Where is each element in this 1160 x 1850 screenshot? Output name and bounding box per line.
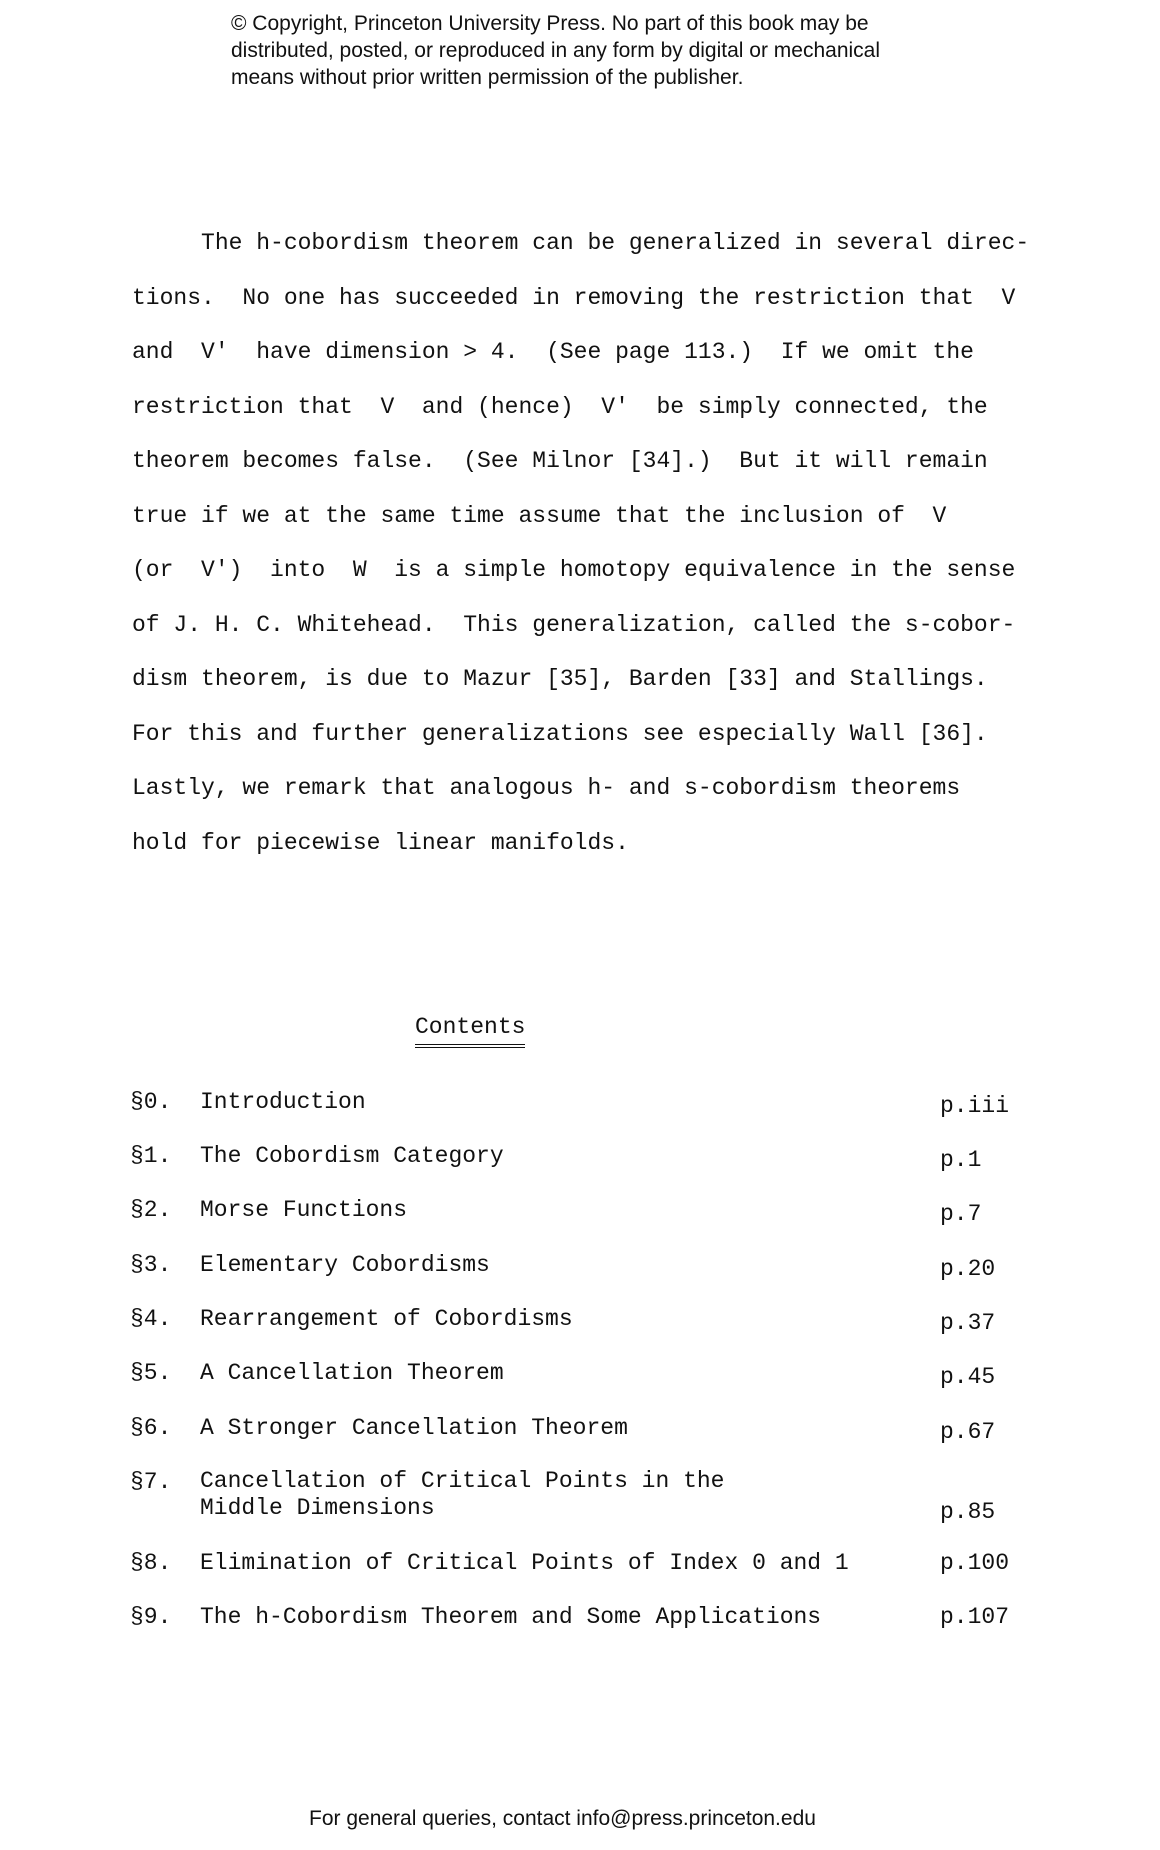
copyright-notice — [231, 10, 991, 91]
footer-contact: For general queries, contact info@press.princeton.edu — [309, 1807, 816, 1830]
toc-section-number: §1. — [130, 1143, 172, 1169]
toc-page-number: p.85 — [940, 1499, 996, 1525]
toc-section-title: Introduction — [200, 1089, 366, 1115]
toc-section-title: The Cobordism Category — [200, 1143, 504, 1169]
toc-section-number: §4. — [130, 1306, 172, 1332]
toc-section-title: Elementary Cobordisms — [200, 1252, 490, 1278]
paragraph-line: of J. H. C. Whitehead. This generalization, called the s-cobor- — [132, 611, 1016, 638]
toc-section-number: §6. — [130, 1415, 172, 1441]
contents-heading: Contents — [415, 1012, 525, 1048]
copyright-line: © Copyright, Princeton University Press. No part of this book may be — [231, 12, 869, 35]
paragraph-line: restriction that V and (hence) V' be simply connected, the — [132, 393, 988, 420]
toc-section-number: §7. — [130, 1469, 172, 1495]
paragraph-line: (or V') into W is a simple homotopy equivalence in the sense — [132, 557, 1016, 583]
toc-page-number: p.45 — [940, 1364, 996, 1390]
toc-page-number: p.7 — [940, 1201, 982, 1227]
paragraph-line: dism theorem, is due to Mazur [35], Barden [33] and Stallings. — [132, 666, 988, 692]
paragraph-line: and V' have dimension > 4. (See page 113.) If we omit the — [132, 339, 974, 365]
toc-section-title: The h-Cobordism Theorem and Some Applications — [200, 1604, 822, 1630]
paragraph-line: Lastly, we remark that analogous h- and s-cobordism theorems — [132, 775, 961, 801]
toc-section-title: A Stronger Cancellation Theorem — [200, 1415, 628, 1441]
toc-page-number: p.107 — [940, 1604, 1010, 1630]
toc-page-number: p.iii — [940, 1093, 1010, 1119]
toc-page-number: p.37 — [940, 1310, 996, 1336]
toc-section-number: §9. — [130, 1604, 172, 1630]
paragraph-line: theorem becomes false. (See Milnor [34].) But it will remain — [132, 448, 988, 474]
toc-page-number: p.20 — [940, 1256, 996, 1282]
toc-section-title: Morse Functions — [200, 1197, 408, 1223]
paragraph-line: true if we at the same time assume that the inclusion of V — [132, 502, 947, 529]
toc-section-number: §3. — [130, 1252, 172, 1278]
toc-section-number: §0. — [130, 1089, 172, 1115]
paragraph-line: tions. No one has succeeded in removing the restriction that V — [132, 284, 1016, 311]
copyright-line: distributed, posted, or reproduced in any form by digital or mechanical — [231, 39, 881, 62]
toc-page-number: p.100 — [940, 1550, 1010, 1576]
copyright-line: means without prior written permission of the publisher. — [231, 66, 744, 89]
toc-section-number: §8. — [130, 1550, 172, 1576]
toc-section-number: §5. — [130, 1360, 172, 1386]
paragraph-line: The h-cobordism theorem can be generalized in several direc- — [132, 230, 1030, 256]
toc-section-title: Cancellation of Critical Points in the Middle Dimensions — [200, 1468, 725, 1521]
toc-section-title: Rearrangement of Cobordisms — [200, 1306, 573, 1332]
toc-section-title: A Cancellation Theorem — [200, 1360, 504, 1386]
toc-section-title: Elimination of Critical Points of Index 0 and 1 — [200, 1550, 849, 1576]
toc-page-number: p.1 — [940, 1147, 982, 1173]
toc-page-number: p.67 — [940, 1419, 996, 1445]
paragraph-line: hold for piecewise linear manifolds. — [132, 829, 629, 856]
paragraph-line: For this and further generalizations see especially Wall [36]. — [132, 720, 988, 747]
toc-section-number: §2. — [130, 1197, 172, 1223]
